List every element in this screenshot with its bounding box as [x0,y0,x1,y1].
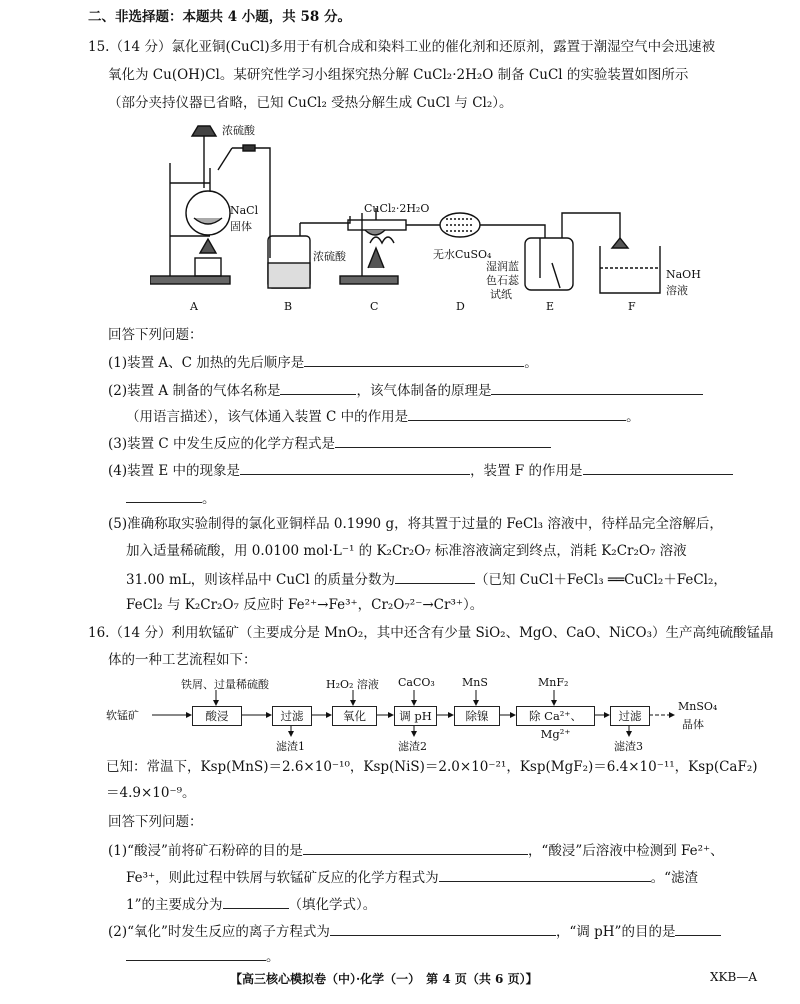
answer-blank[interactable] [330,921,556,936]
q15-sub4-line2 [126,488,216,508]
q15-sub5-text-c2: （已知 CuCl＋FeCl₃ ══CuCl₂＋FeCl₂， [474,572,727,588]
label-letter-c: C [370,300,379,313]
q15-sub2-line2 [126,406,640,426]
q16-sub1-text-f: （填化学式）。 [288,897,377,913]
q16-sub1-text-a: (1)“酸浸”前将矿石粉碎的目的是 [108,843,303,859]
label-litmus-1: 湿润蓝 [486,260,519,273]
answer-blank[interactable] [304,352,524,367]
answer-blank[interactable] [303,840,528,855]
answer-blank[interactable] [395,569,475,584]
q15-sub4-text-b: ，装置 F 的作用是 [470,463,583,479]
q15-sub2-text-a: (2)装置 A 制备的气体名称是 [108,383,281,399]
answer-blank[interactable] [126,488,202,503]
q15-sub1 [108,352,538,372]
apparatus-figure [150,118,710,316]
q15-sub2-text-b: ，该气体制备的原理是 [356,383,492,399]
q15-text-line2: 氧化为 Cu(OH)Cl。某研究性学习小组探究热分解 CuCl₂·2H₂O 制备 CuCl 的实验装置如图所示 [108,67,689,83]
q16-sub1-text-e: 1”的主要成分为 [126,897,223,913]
label-letter-e: E [546,300,555,313]
period: 。 [202,491,216,507]
q15-sub5-line1: (5)准确称取实验制得的氯化亚铜样品 0.1990 g，将其置于过量的 FeCl₃ 溶液中，待样品完全溶解后， [108,516,723,532]
label-cucl2: CuCl₂·2H₂O [364,202,430,215]
answer-blank[interactable] [583,460,733,475]
q16-known-line1: 已知：常温下，Ksp(MnS)＝2.6×10⁻¹⁰，Ksp(NiS)＝2.0×10⁻²¹，Ksp(MgF₂)＝6.4×10⁻¹¹，Ksp(CaF₂) [106,759,758,775]
label-cuso4: 无水CuSO₄ [433,248,492,261]
label-letter-f: F [628,300,636,313]
q16-sub1-line3 [126,894,376,914]
step-oxidize: 氧化 [332,706,377,726]
reagent-3: CaCO₃ [398,676,435,689]
q16-sub2-text-b: ，“调 pH”的目的是 [555,924,676,940]
q15-sub3-text: (3)装置 C 中发生反应的化学方程式是 [108,436,336,452]
q16-sub1-text-c: Fe³⁺，则此过程中铁屑与软锰矿反应的化学方程式为 [126,870,439,886]
q16-sub1-text-b: ，“酸浸”后溶液中检测到 Fe²⁺、 [527,843,724,859]
answer-blank[interactable] [491,380,703,395]
step-adjust-ph: 调 pH [394,706,437,726]
q15-sub5-text-c1: 31.00 mL，则该样品中 CuCl 的质量分数为 [126,572,395,588]
q16-sub2-line2 [126,946,280,966]
step-remove-ca-mg: 除 Ca²⁺、Mg²⁺ [516,706,595,726]
product-mnso4: MnSO₄ [678,700,718,713]
label-conc-h2so4-a: 浓硫酸 [222,124,255,137]
reagent-5: MnF₂ [538,676,569,689]
q16-sub1-line2 [126,867,698,887]
footer-code: XKB—A [710,970,757,984]
apparatus-diagram [150,118,710,316]
period: 。 [524,355,538,371]
label-litmus-2: 色石蕊 [486,274,519,287]
q16-known-line2: ＝4.9×10⁻⁹。 [106,785,196,801]
answer-blank[interactable] [335,433,551,448]
q16-answer-intro: 回答下列问题： [108,814,203,830]
answer-blank[interactable] [675,921,721,936]
q15-sub2-line1 [108,380,703,400]
q16-sub1-text-d: 。“滤渣 [650,870,699,886]
answer-blank[interactable] [280,380,356,395]
step-acid-leach: 酸浸 [192,706,242,726]
q15-sub5-line4: FeCl₂ 与 K₂Cr₂O₇ 反应时 Fe²⁺→Fe³⁺，Cr₂O₇²⁻→Cr³⁺）。 [126,597,484,613]
q16-sub2-line1 [108,921,721,941]
process-flowchart [106,676,746,756]
section-title: 二、非选择题：本题共 4 小题，共 58 分。 [88,9,351,25]
q15-text-line3: （部分夹持仪器已省略，已知 CuCl₂ 受热分解生成 CuCl 与 Cl₂）。 [108,95,513,111]
residue-1: 滤渣1 [276,740,305,753]
label-nacl: NaCl [230,204,259,217]
q15-answer-intro: 回答下列问题： [108,327,203,343]
label-naoh-solution: 溶液 [666,284,688,297]
label-litmus-3: 试纸 [490,288,512,301]
residue-2: 滤渣2 [398,740,427,753]
product-crystal: 晶体 [682,718,704,731]
answer-blank[interactable] [408,406,626,421]
q15-sub3 [108,433,551,453]
q15-sub5-line3 [126,569,727,589]
reagent-2: H₂O₂ 溶液 [326,678,379,691]
answer-blank[interactable] [223,894,289,909]
label-naoh: NaOH [666,268,701,281]
q16-text-line2: 体的一种工艺流程如下： [108,652,257,668]
q16-sub2-text-a: (2)“氧化”时发生反应的离子方程式为 [108,924,330,940]
answer-blank[interactable] [439,867,651,882]
period: 。 [266,949,280,965]
reagent-4: MnS [462,676,488,689]
label-letter-a: A [190,300,198,313]
q15-text-line1: 15.（14 分）氯化亚铜(CuCl)多用于有机合成和染料工业的催化剂和还原剂，露置于潮湿空气中会迅速被 [88,39,716,55]
period: 。 [626,409,640,425]
q15-sub4-line1 [108,460,733,480]
flow-start: 软锰矿 [106,709,139,722]
answer-blank[interactable] [126,946,266,961]
q15-sub1-text: (1)装置 A、C 加热的先后顺序是 [108,355,305,371]
q15-sub5-line2: 加入适量稀硫酸，用 0.0100 mol·L⁻¹ 的 K₂Cr₂O₇ 标准溶液滴定到终点，消耗 K₂Cr₂O₇ 溶液 [126,543,687,559]
q15-sub2-text-c: （用语言描述），该气体通入装置 C 中的作用是 [126,409,409,425]
reagent-1: 铁屑、过量稀硫酸 [181,678,269,691]
step-filter-2: 过滤 [610,706,650,726]
label-letter-d: D [456,300,465,313]
q16-sub1-line1 [108,840,724,860]
footer-center: 【高三核心模拟卷（中）·化学（一） 第 4 页（共 6 页）】 [230,972,538,986]
label-letter-b: B [284,300,293,313]
label-nacl-solid: 固体 [230,220,252,233]
answer-blank[interactable] [240,460,470,475]
residue-3: 滤渣3 [614,740,643,753]
step-remove-ni: 除镍 [454,706,500,726]
step-filter-1: 过滤 [272,706,312,726]
q15-sub4-text-a: (4)装置 E 中的现象是 [108,463,241,479]
label-conc-h2so4-b: 浓硫酸 [313,250,346,263]
q16-text-line1: 16.（14 分）利用软锰矿（主要成分是 MnO₂，其中还含有少量 SiO₂、MgO、CaO、NiCO₃）生产高纯硫酸锰晶 [88,625,774,641]
